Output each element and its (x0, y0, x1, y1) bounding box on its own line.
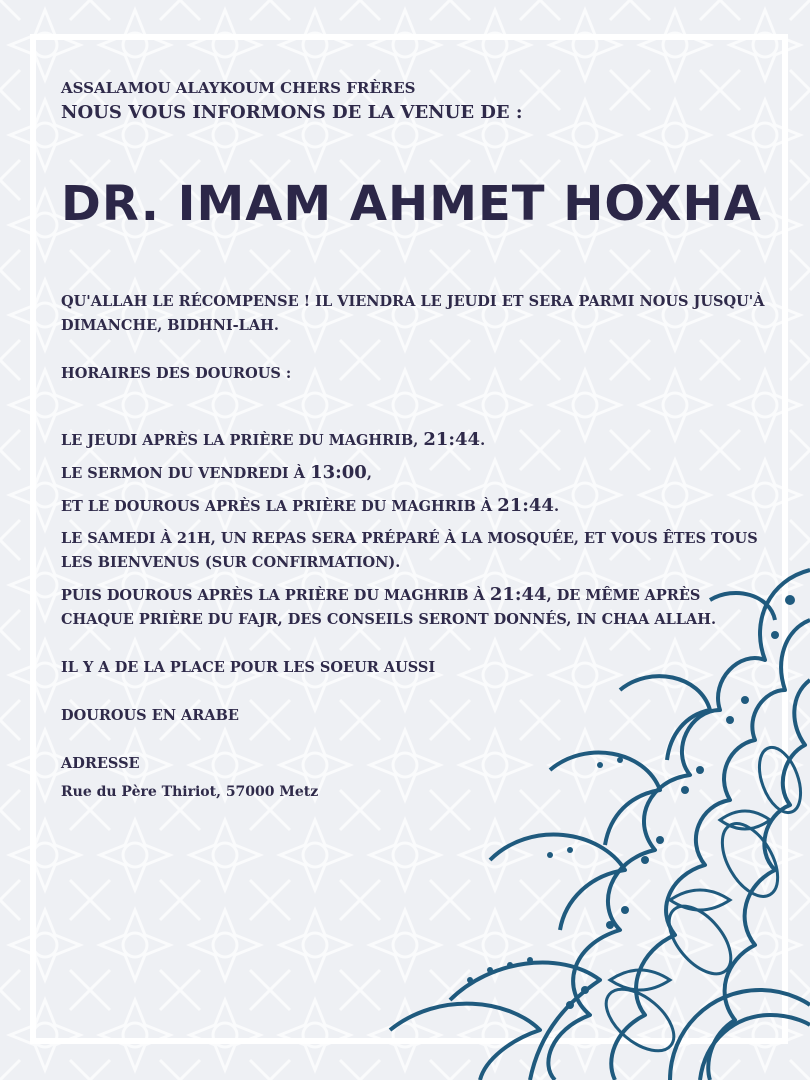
saturday-text-start: LE SAMEDI À (61, 530, 177, 547)
guest-name: DR. IMAM AHMET HOXHA (61, 176, 762, 232)
friday-dourous-end: . (553, 498, 559, 515)
schedule-heading: HORAIRES DES DOUROUS : (61, 365, 292, 382)
saturday-text-end: , UN REPAS SERA PRÉPARÉ À LA MOSQUÉE, ET VOUS ÊTES TOUS LES BIENVENUS (SUR CONFIRMATION). (61, 530, 758, 571)
thursday-end: . (480, 432, 486, 449)
friday-sermon-text: LE SERMON DU VENDREDI À (61, 465, 311, 482)
after-time: 21:44 (489, 584, 547, 605)
language-note: DOUROUS EN ARABE (61, 707, 239, 724)
after-line (61, 583, 771, 632)
friday-sermon-end: , (366, 465, 372, 482)
thursday-line (61, 428, 771, 453)
address-value: Rue du Père Thiriot, 57000 Metz (61, 784, 319, 800)
friday-dourous-text: ET LE DOUROUS APRÈS LA PRIÈRE DU MAGHRIB À (61, 498, 498, 515)
address-label: ADRESSE (61, 755, 140, 772)
thursday-time: 21:44 (423, 429, 481, 450)
announcement: NOUS VOUS INFORMONS DE LA VENUE DE : (61, 102, 523, 123)
after-text-start: PUIS DOUROUS APRÈS LA PRIÈRE DU MAGHRIB À (61, 587, 490, 604)
sisters-note: IL Y A DE LA PLACE POUR LES SOEUR AUSSI (61, 659, 436, 676)
intro-text: QU'ALLAH LE RÉCOMPENSE ! IL VIENDRA LE JEUDI ET SERA PARMI NOUS JUSQU'À DIMANCHE, BIDHNI-LAH. (61, 293, 765, 334)
greeting: ASSALAMOU ALAYKOUM CHERS FRÈRES (61, 79, 416, 97)
invitation-content (61, 78, 771, 804)
friday-sermon-time: 13:00 (310, 462, 367, 483)
friday-dourous-line (61, 494, 771, 519)
friday-dourous-time: 21:44 (497, 495, 554, 516)
friday-sermon-line (61, 461, 771, 486)
after-text-end: , DE MÊME APRÈS CHAQUE PRIÈRE DU FAJR, DES CONSEILS SERONT DONNÉS, IN CHAA ALLAH. (61, 587, 716, 628)
saturday-time: 21H (176, 530, 211, 547)
thursday-text: LE JEUDI APRÈS LA PRIÈRE DU MAGHRIB, (61, 432, 424, 449)
saturday-line (61, 527, 771, 575)
